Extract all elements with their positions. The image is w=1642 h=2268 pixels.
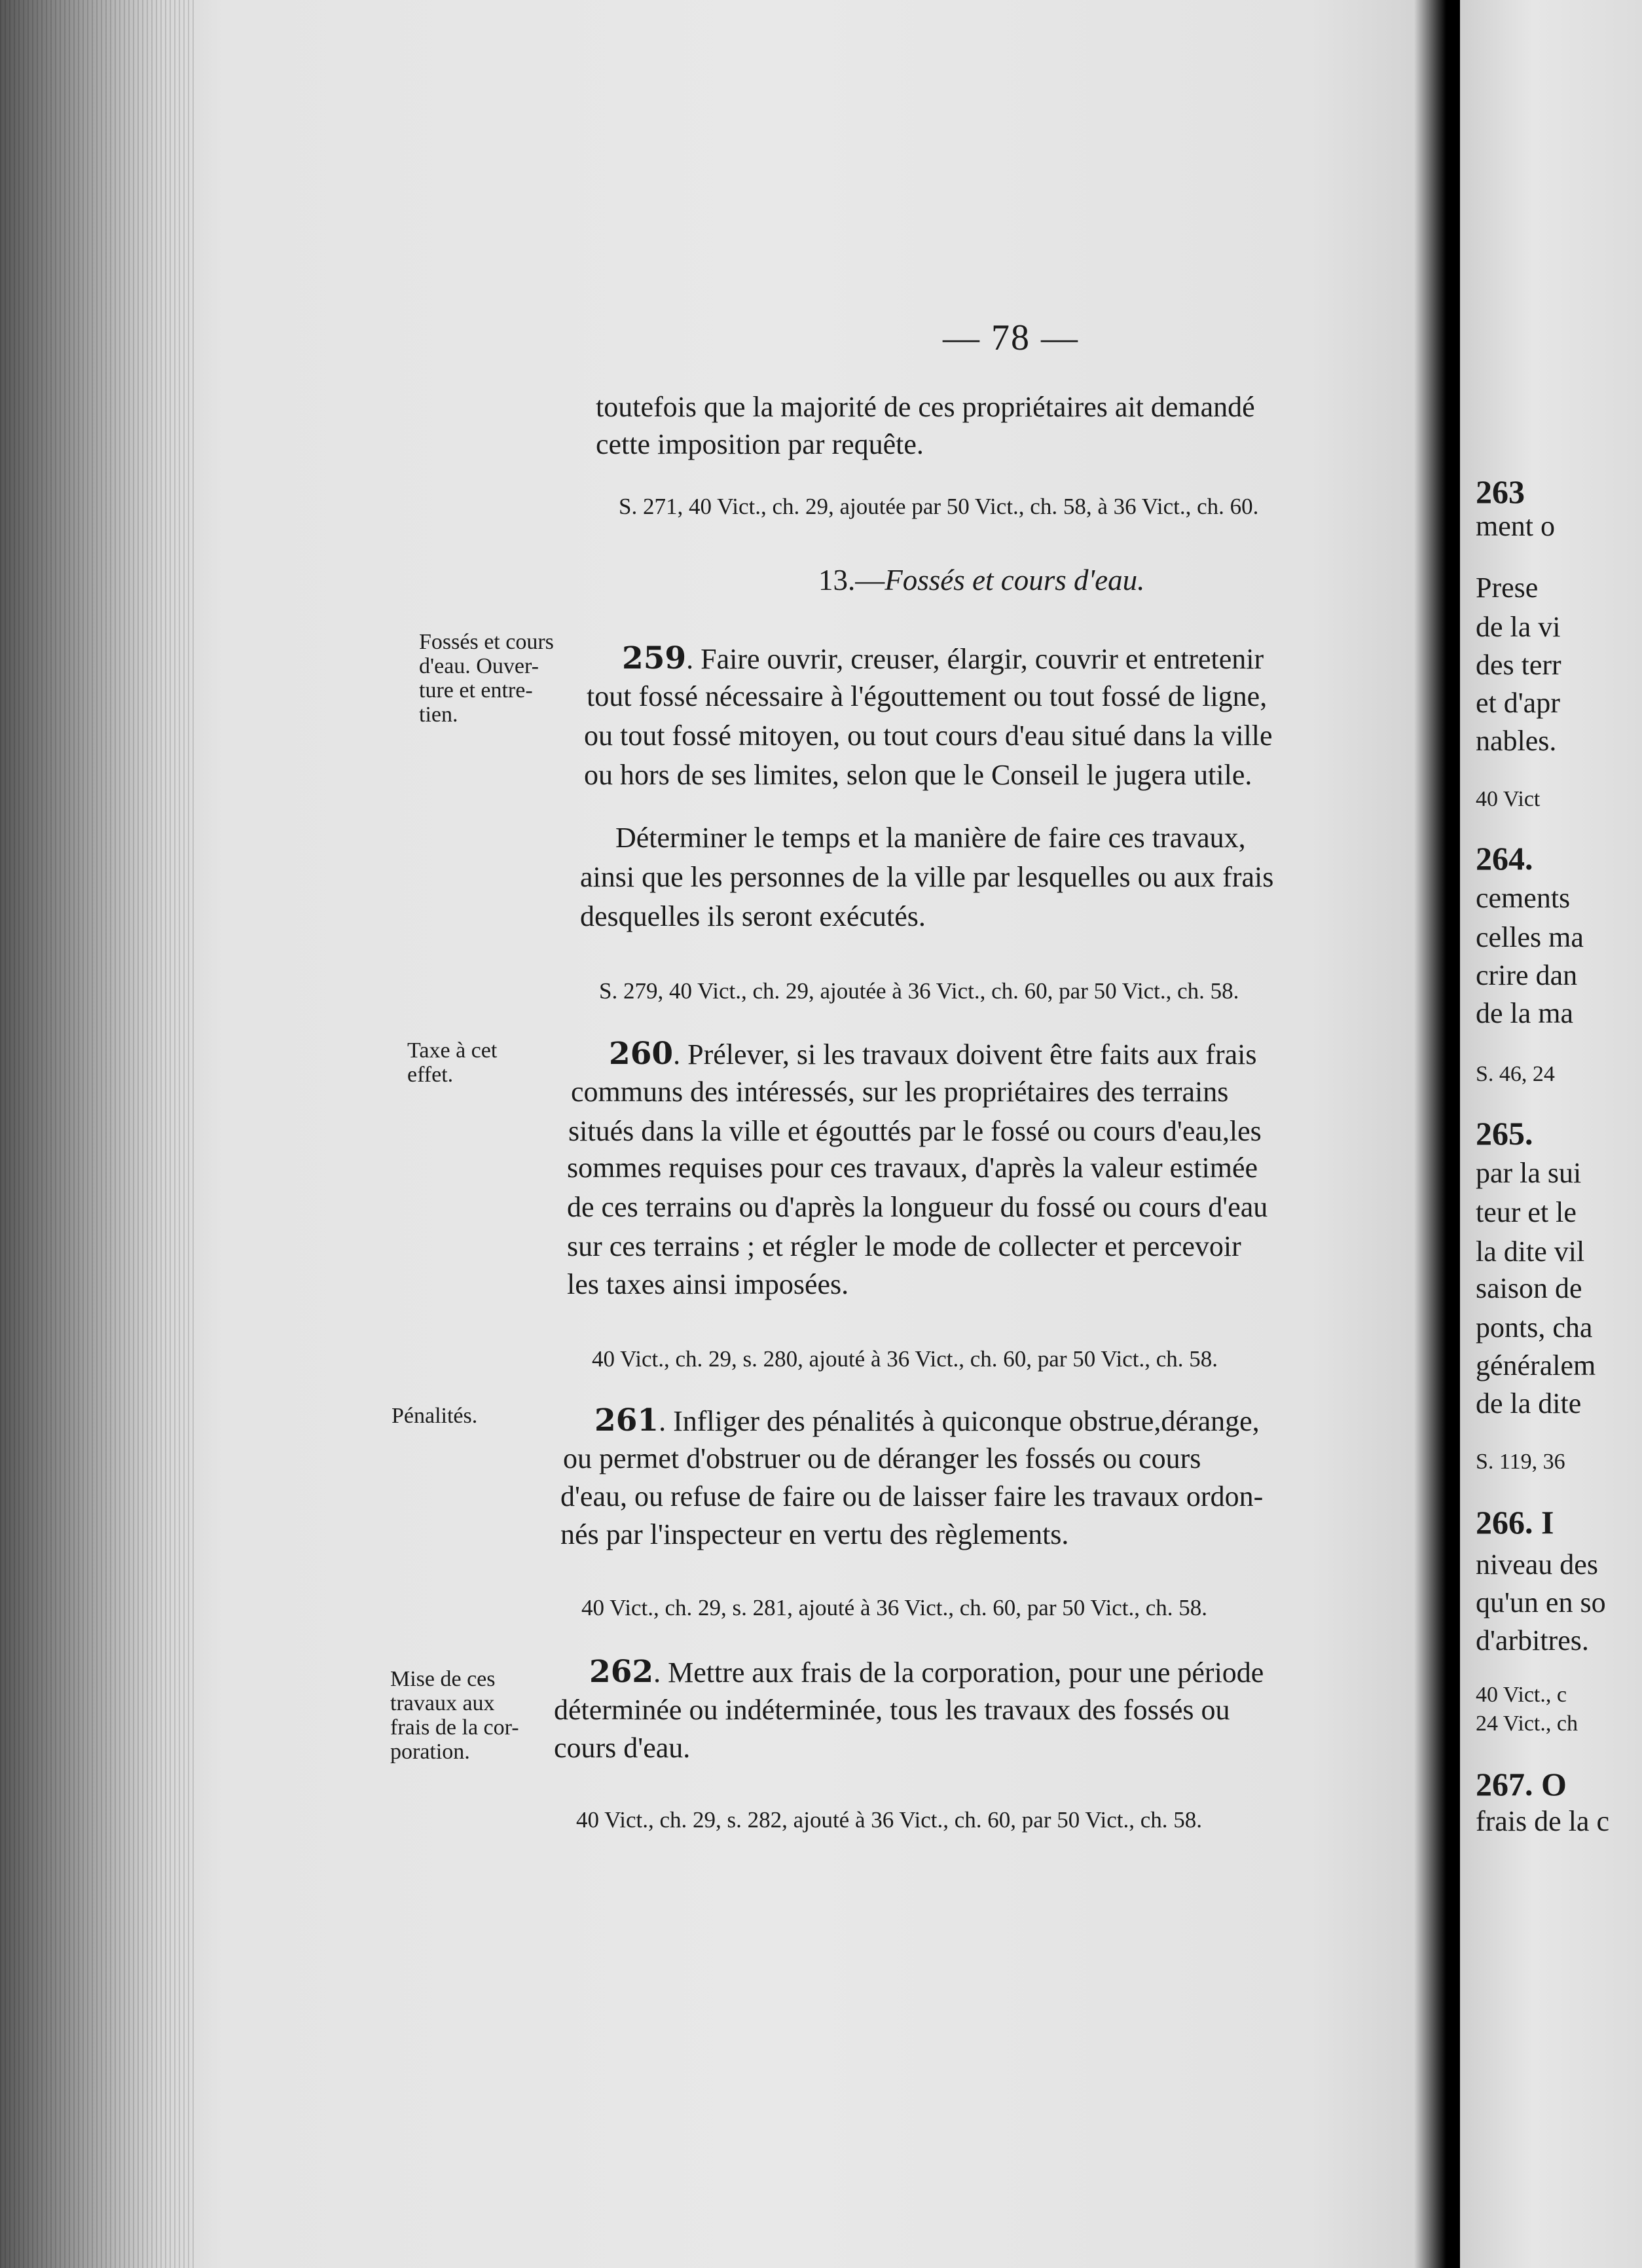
facing-line: S. 119, 36 [1476,1450,1565,1474]
citation: 40 Vict., ch. 29, s. 281, ajouté à 36 Vict., ch. 60, par 50 Vict., ch. 58. [581,1595,1208,1620]
margin-line: d'eau. Ouver- [419,654,539,678]
facing-line: niveau des [1476,1548,1598,1581]
facing-line: 40 Vict [1476,787,1541,811]
paragraph-number: 260 [609,1036,674,1072]
facing-line: ponts, cha [1476,1311,1593,1344]
facing-line: qu'un en so [1476,1586,1606,1619]
body-line: tout fossé nécessaire à l'égouttement ou tout fossé de ligne, [587,680,1268,712]
facing-line: et d'apr [1476,687,1560,719]
body-line: toutefois que la majorité de ces propriétaires ait demandé [596,391,1255,423]
body-line: de ces terrains ou d'après la longueur du fossé ou cours d'eau [567,1191,1268,1223]
facing-page-fragment [1460,0,1642,2268]
margin-line: tien. [419,703,458,727]
paragraph-number: 262 [589,1654,654,1690]
facing-line: 264. [1476,840,1533,877]
margin-line: Fossés et cours [419,630,554,654]
body-line: cours d'eau. [554,1732,691,1764]
body-line: ou permet d'obstruer ou de déranger les fossés ou cours [563,1442,1201,1474]
facing-line: ment o [1476,510,1555,542]
paragraph-text: . Mettre aux frais de la corporation, pour une période [653,1656,1264,1689]
facing-line: 267. O [1476,1766,1567,1802]
paragraph-first-line [589,1654,1264,1690]
margin-line: travaux aux [390,1691,495,1715]
body-line: cette imposition par requête. [596,428,924,460]
facing-line: 265. [1476,1115,1533,1152]
body-line: ou tout fossé mitoyen, ou tout cours d'eau situé dans la ville [584,720,1273,752]
facing-line: 263 [1476,473,1525,510]
margin-note [407,1038,497,1087]
body-line: situés dans la ville et égouttés par le fossé ou cours d'eau,les [568,1115,1262,1147]
citation: 40 Vict., ch. 29, s. 282, ajouté à 36 Vict., ch. 60, par 50 Vict., ch. 58. [576,1807,1203,1833]
facing-line: celles ma [1476,921,1584,953]
body-line: ainsi que les personnes de la ville par lesquelles ou aux frais [580,861,1274,893]
facing-line: généralem [1476,1349,1596,1381]
facing-line: S. 46, 24 [1476,1062,1555,1086]
page-edge-shadow [0,0,196,2268]
margin-line: Pénalités. [392,1404,478,1428]
paragraph-first-line [622,640,1264,676]
paragraph-number: 261 [594,1402,659,1438]
facing-line: la dite vil [1476,1235,1585,1268]
facing-line: 24 Vict., ch [1476,1711,1578,1736]
margin-note [419,630,554,727]
paragraph-text: . Faire ouvrir, creuser, élargir, couvrir et entretenir [686,643,1264,675]
book-gutter [1414,0,1460,2268]
facing-line: crire dan [1476,959,1578,991]
facing-line: teur et le [1476,1196,1577,1228]
body-line: desquelles ils seront exécutés. [580,900,926,932]
body-line: déterminée ou indéterminée, tous les travaux des fossés ou [554,1694,1230,1726]
body-line: les taxes ainsi imposées. [567,1268,849,1300]
body-line: communs des intéressés, sur les propriétaires des terrains [571,1076,1229,1108]
facing-line: Prese [1476,572,1539,604]
margin-line: poration. [390,1740,470,1764]
facing-line: des terr [1476,649,1561,681]
facing-line: saison de [1476,1272,1582,1304]
section-title: Fossés et cours d'eau. [885,564,1145,596]
paragraph-first-line [594,1402,1260,1438]
facing-line: de la ma [1476,997,1574,1029]
section-number: 13.— [818,564,885,596]
body-line: sommes requises pour ces travaux, d'après la valeur estimée [567,1152,1258,1184]
body-line: sur ces terrains ; et régler le mode de collecter et percevoir [567,1230,1241,1262]
body-line: nés par l'inspecteur en vertu des règlements. [560,1518,1069,1550]
facing-line: frais de la c [1476,1805,1609,1837]
citation: S. 279, 40 Vict., ch. 29, ajoutée à 36 Vict., ch. 60, par 50 Vict., ch. 58. [599,978,1239,1004]
facing-line: nables. [1476,725,1557,757]
citation: S. 271, 40 Vict., ch. 29, ajoutée par 50 Vict., ch. 58, à 36 Vict., ch. 60. [619,494,1259,519]
facing-line: de la vi [1476,611,1561,643]
facing-line: par la sui [1476,1157,1582,1189]
paragraph-text: . Prélever, si les travaux doivent être faits aux frais [673,1038,1257,1070]
margin-line: frais de la cor- [390,1715,519,1740]
body-line: Déterminer le temps et la manière de faire ces travaux, [615,822,1246,854]
margin-line: ture et entre- [419,678,533,703]
page-number: — 78 — [943,318,1079,358]
body-line: d'eau, ou refuse de faire ou de laisser faire les travaux ordon- [560,1480,1264,1512]
paragraph-first-line [609,1036,1257,1072]
margin-note [390,1667,519,1764]
facing-line: 266. I [1476,1504,1554,1541]
facing-line: 40 Vict., c [1476,1683,1567,1707]
paragraph-text: . Infliger des pénalités à quiconque obstrue,dérange, [659,1405,1260,1437]
body-line: ou hors de ses limites, selon que le Conseil le jugera utile. [584,759,1252,791]
paragraph-number: 259 [622,640,687,676]
facing-line: d'arbitres. [1476,1624,1589,1656]
margin-note [392,1404,477,1428]
margin-line: Taxe à cet [407,1038,498,1063]
section-heading [818,563,1144,597]
margin-line: Mise de ces [390,1667,496,1691]
facing-line: de la dite [1476,1387,1582,1419]
facing-line: cements [1476,882,1571,914]
margin-line: effet. [407,1063,454,1087]
citation: 40 Vict., ch. 29, s. 280, ajouté à 36 Vict., ch. 60, par 50 Vict., ch. 58. [592,1346,1218,1372]
